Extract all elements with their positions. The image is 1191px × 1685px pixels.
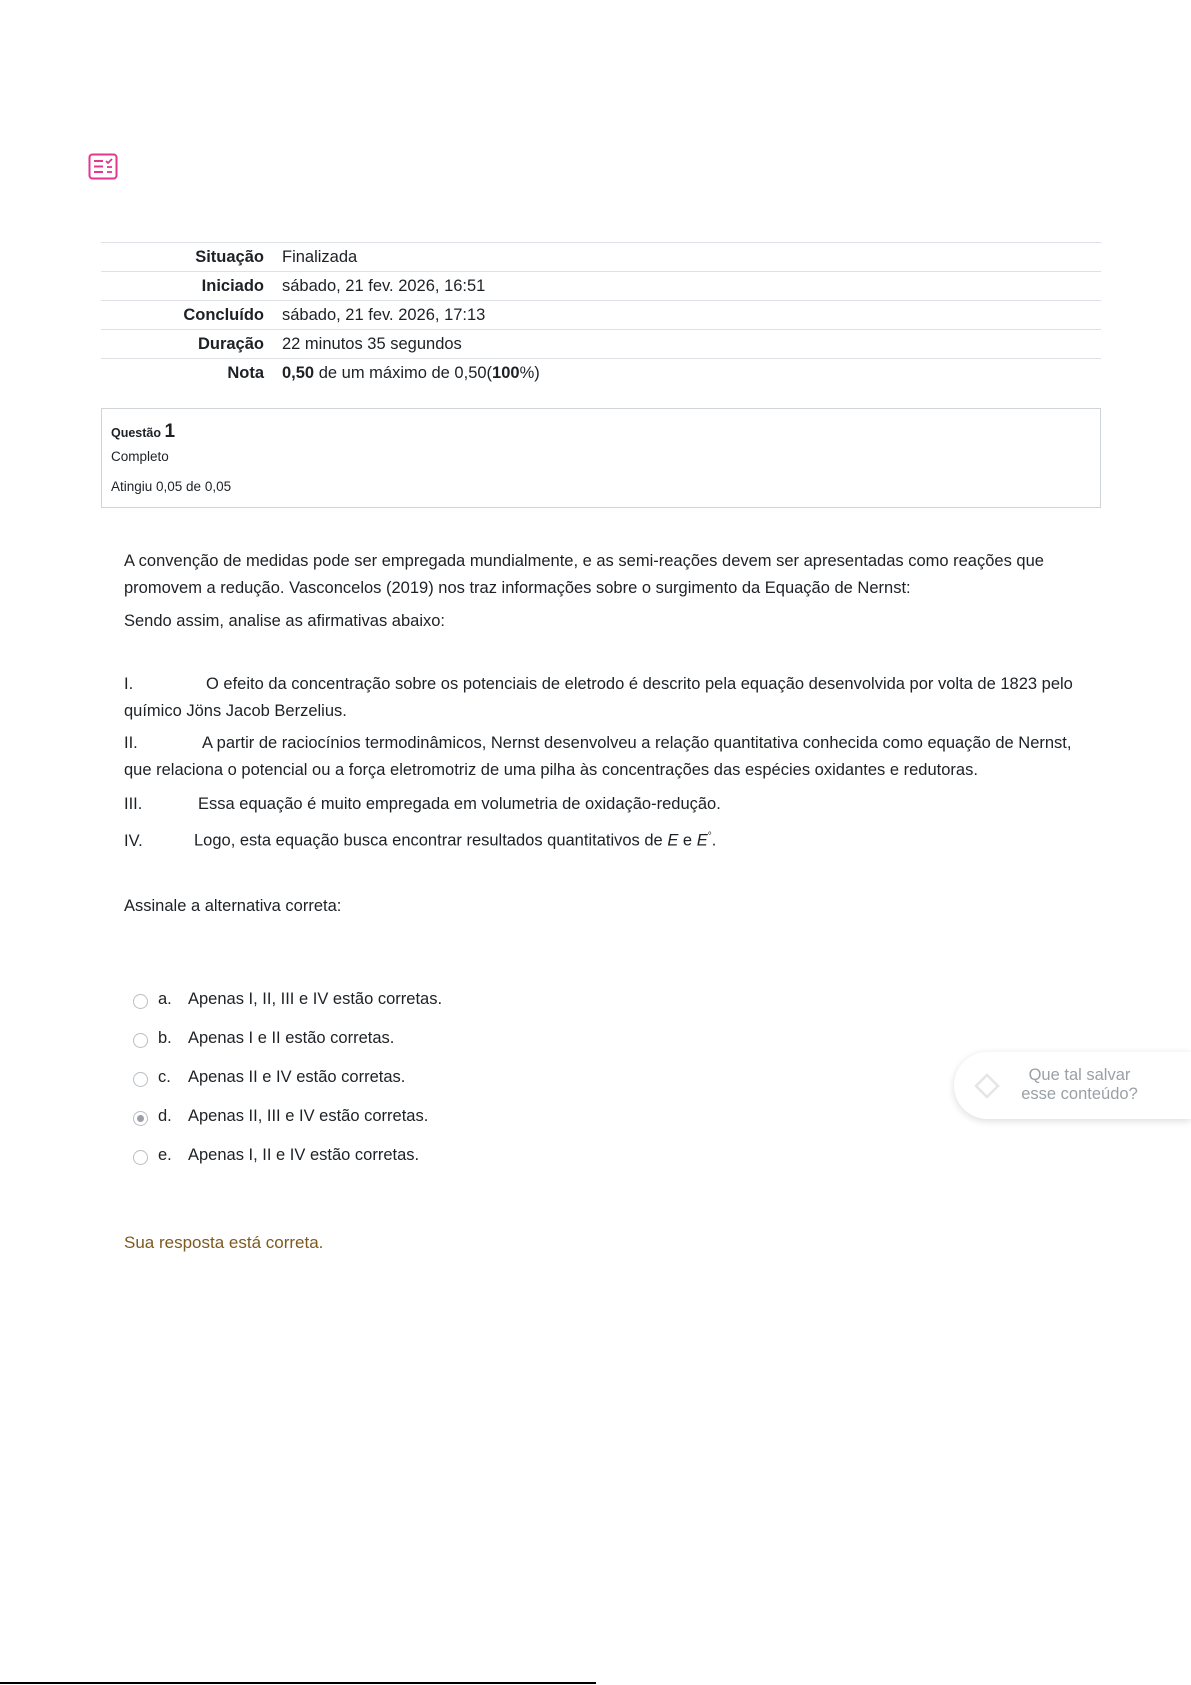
statement-1 [124, 671, 1084, 725]
question-analyse: Sendo assim, analise as afirmativas abaixo: [124, 612, 445, 630]
statement-3 [124, 791, 1084, 818]
grade-text: de um máximo de 0,50( [314, 363, 493, 382]
answer-letter: b. [158, 1029, 172, 1047]
statement-number: III. [124, 795, 143, 813]
grade-percent: 100 [492, 363, 520, 382]
question-prompt: Assinale a alternativa correta: [124, 897, 342, 915]
save-content-line1: Que tal salvar [1028, 1066, 1131, 1084]
statement-text-mid: e [678, 831, 697, 850]
summary-label: Iniciado [101, 272, 282, 301]
symbol-e-standard: E [696, 831, 708, 850]
answer-text: Apenas I e II estão corretas. [188, 1029, 395, 1047]
symbol-e: E [667, 831, 679, 850]
statement-text: Essa equação é muito empregada em volumetria de oxidação-redução. [198, 795, 721, 813]
answer-radio[interactable] [133, 1033, 148, 1048]
statement-2 [124, 730, 1084, 784]
statement-number: I. [124, 675, 134, 693]
answer-letter: d. [158, 1107, 172, 1125]
summary-label: Duração [101, 330, 282, 359]
question-grade: Atingiu 0,05 de 0,05 [111, 479, 232, 494]
summary-row-nota [101, 359, 1101, 388]
summary-label: Concluído [101, 301, 282, 330]
answer-radio[interactable] [133, 1072, 148, 1087]
statement-text: Logo, esta equação busca encontrar resultados quantitativos de [194, 831, 668, 850]
statement-4 [124, 823, 1084, 855]
statement-text: O efeito da concentração sobre os potenciais de eletrodo é descrito pela equação desenvolvida por volta de 1823 pelo químico Jöns Jacob Berzelius. [124, 675, 1073, 720]
statement-text: A partir de raciocínios termodinâmicos, Nernst desenvolveu a relação quantitativa conhecida como equação de Nernst, que relaciona o potencial ou a força eletromotriz de uma pilha às concentrações das espécies oxidantes e redutoras. [124, 734, 1072, 779]
grade-score: 0,50 [282, 363, 315, 382]
answer-feedback: Sua resposta está correta. [124, 1233, 324, 1252]
summary-value: sábado, 21 fev. 2026, 17:13 [282, 301, 1101, 330]
summary-row-iniciado [101, 272, 1101, 301]
answer-text: Apenas II e IV estão corretas. [188, 1068, 406, 1086]
summary-row-situacao [101, 243, 1101, 272]
page-bottom-divider [0, 1682, 596, 1684]
answer-radio[interactable] [133, 994, 148, 1009]
degree-symbol: ° [707, 831, 712, 842]
summary-label: Nota [101, 359, 282, 388]
save-content-line2: esse conteúdo? [1021, 1085, 1138, 1103]
question-intro: A convenção de medidas pode ser empregada mundialmente, e as semi-reações devem ser apresentadas como reações que promovem a redução. Vasconcelos (2019) nos traz informações sobre o surgimento da Equação de Nernst: [124, 552, 1044, 597]
grade-end: %) [519, 363, 540, 382]
statement-number: IV. [124, 831, 143, 850]
save-content-label [1012, 1066, 1147, 1104]
summary-label: Situação [101, 243, 282, 272]
question-prefix: Questão [111, 426, 162, 440]
bookmark-diamond-icon [974, 1073, 1000, 1099]
answer-text: Apenas II, III e IV estão corretas. [188, 1107, 429, 1125]
summary-value: 22 minutos 35 segundos [282, 330, 1101, 359]
answer-radio-selected[interactable] [133, 1111, 148, 1126]
question-info-box [101, 408, 1101, 508]
question-state: Completo [111, 449, 169, 464]
attempt-summary-table [101, 242, 1101, 387]
summary-value: sábado, 21 fev. 2026, 16:51 [282, 272, 1101, 301]
summary-row-concluido [101, 301, 1101, 330]
summary-row-duracao [101, 330, 1101, 359]
summary-value: Finalizada [282, 243, 1101, 272]
answer-text: Apenas I, II e IV estão corretas. [188, 1146, 420, 1164]
answer-letter: a. [158, 990, 172, 1008]
question-number [111, 421, 175, 443]
save-content-widget[interactable] [954, 1052, 1191, 1119]
quiz-icon [88, 153, 118, 180]
answer-letter: e. [158, 1146, 172, 1164]
statement-number: II. [124, 734, 138, 752]
statement-text-end: . [711, 831, 717, 850]
grade-value [282, 359, 1101, 388]
answer-text: Apenas I, II, III e IV estão corretas. [188, 990, 443, 1008]
question-number-value: 1 [164, 421, 176, 442]
answer-radio[interactable] [133, 1150, 148, 1165]
answer-letter: c. [158, 1068, 171, 1086]
